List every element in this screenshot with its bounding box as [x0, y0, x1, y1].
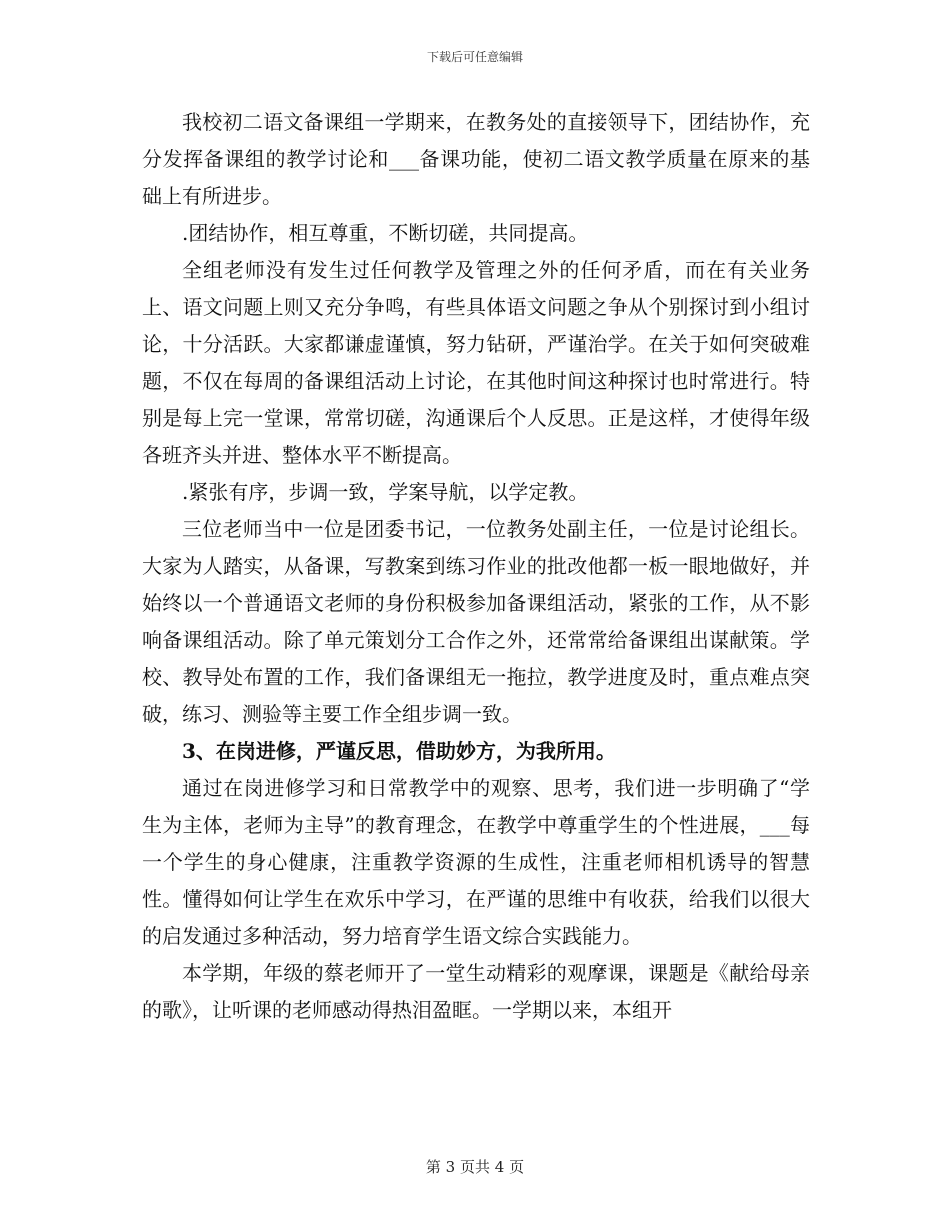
- paragraph-7: 通过在岗进修学习和日常教学中的观察、思考，我们进一步明确了“学生为主体，老师为主导”的教育理念，在教学中尊重学生的个性进展，___每一个学生的身心健康，注重教学资源的生成性，注重老师相机诱导的智慧性。懂得如何让学生在欢乐中学习，在严谨的思维中有收获，给我们以很大的启发通过多种活动，努力培育学生语文综合实践能力。: [142, 776, 810, 948]
- page-header-note: 下载后可任意编辑: [426, 50, 523, 64]
- paragraph-3: 全组老师没有发生过任何教学及管理之外的任何矛盾，而在有关业务上、语文问题上则又充分争鸣，有些具体语文问题之争从个别探讨到小组讨论，十分活跃。大家都谦虚谨慎，努力钻研，严谨治学。在关于如何突破难题，不仅在每周的备课组活动上讨论，在其他时间这种探讨也时常进行。特别是每上完一堂课，常常切磋，沟通课后个人反思。正是这样，才使得年级各班齐头并进、整体水平不断提高。: [142, 258, 810, 467]
- paragraph-2: .团结协作，相互尊重，不断切磋，共同提高。: [182, 221, 589, 245]
- section-heading-3: 3、在岗进修，严谨反思，借助妙方，为我所用。: [182, 739, 616, 763]
- document-body: [142, 104, 810, 1029]
- paragraph-1: 我校初二语文备课组一学期来，在教务处的直接领导下，团结协作，充分发挥备课组的教学讨论和___备课功能，使初二语文教学质量在原来的基础上有所进步。: [142, 110, 810, 208]
- paragraph-8: 本学期，年级的蔡老师开了一堂生动精彩的观摩课，课题是《献给母亲的歌》，让听课的老师感动得热泪盈眶。一学期以来，本组开: [142, 961, 810, 1022]
- paragraph-5: 三位老师当中一位是团委书记，一位教务处副主任，一位是讨论组长。大家为人踏实，从备课，写教案到练习作业的批改他都一板一眼地做好，并始终以一个普通语文老师的身份积极参加备课组活动，紧张的工作，从不影响备课组活动。除了单元策划分工合作之外，还常常给备课组出谋献策。学校、教导处布置的工作，我们备课组无一拖拉，教学进度及时，重点难点突破，练习、测验等主要工作全组步调一致。: [142, 517, 810, 726]
- paragraph-4: .紧张有序，步调一致，学案导航，以学定教。: [182, 480, 589, 504]
- page-number: 第 3 页共 4 页: [425, 1158, 525, 1176]
